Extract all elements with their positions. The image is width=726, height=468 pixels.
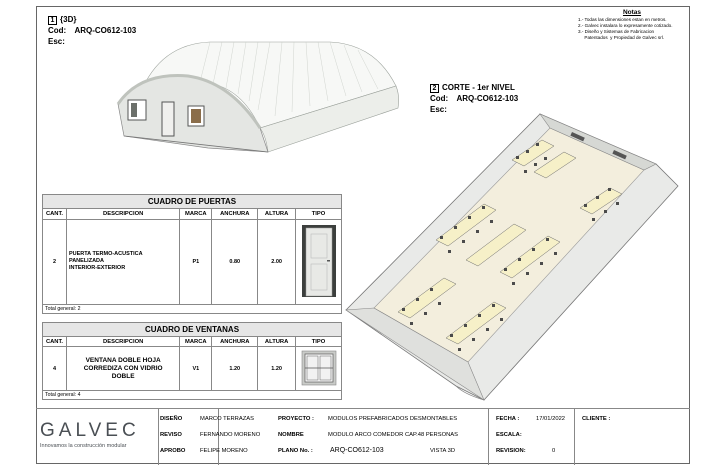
view1-name: {3D} xyxy=(60,15,77,24)
revision-label: REVISION: xyxy=(496,448,526,454)
reviso-label: REVISO xyxy=(160,432,182,438)
doors-total: Total general: 2 xyxy=(43,304,342,313)
view2-number: 2 xyxy=(430,84,439,93)
diseno-label: DISEÑO xyxy=(160,416,183,422)
proyecto-value: MODULOS PREFABRICADOS DESMONTABLES xyxy=(328,416,458,422)
cliente-label: CLIENTE : xyxy=(582,416,611,422)
door-description-line: PANELIZADA xyxy=(68,258,104,265)
fecha-label: FECHA : xyxy=(496,416,520,422)
note-line: 2.- Galvec instalara lo expresamente cotizado. xyxy=(578,23,673,28)
column-header: ALTURA xyxy=(258,209,296,219)
logo-tagline: Innovamos la construcción modular xyxy=(40,443,127,449)
table-row xyxy=(43,219,342,304)
nombre-label: NOMBRE xyxy=(278,432,304,438)
view2-esc-label: Esc: xyxy=(430,105,447,114)
window-marca: V1 xyxy=(180,347,212,391)
reviso-value: FERNANDO MORENO xyxy=(200,432,261,438)
view2-cod-label: Cod: xyxy=(430,94,449,103)
escala-label: ESCALA: xyxy=(496,432,522,438)
doors-schedule-title: CUADRO DE PUERTAS xyxy=(43,195,342,209)
column-header: ANCHURA xyxy=(212,209,258,219)
door-marca: P1 xyxy=(180,219,212,304)
door-altura: 2.00 xyxy=(258,219,296,304)
window-type-image xyxy=(296,347,342,391)
view2-header xyxy=(430,82,518,115)
vista-value: VISTA 3D xyxy=(430,448,456,454)
revision-value: 0 xyxy=(552,448,556,454)
window-description xyxy=(66,347,179,391)
proyecto-label: PROYECTO : xyxy=(278,416,314,422)
window-altura: 1.20 xyxy=(258,347,296,391)
window-description-line: DOBLE xyxy=(111,372,135,380)
aprobo-label: APROBO xyxy=(160,448,186,454)
door-description-line: PUERTA TERMO-ACUSTICA xyxy=(68,251,143,258)
door-type-image xyxy=(296,219,342,304)
nombre-value: MODULO ARCO COMEDOR CAP.48 PERSONAS xyxy=(328,432,459,438)
column-header: ANCHURA xyxy=(212,337,258,347)
door-cant: 2 xyxy=(43,219,67,304)
window-icon xyxy=(301,350,337,386)
plano-label: PLANO No. : xyxy=(278,448,313,454)
door-description xyxy=(66,219,179,304)
column-header: DESCRIPCION xyxy=(66,337,179,347)
column-header: MARCA xyxy=(180,209,212,219)
column-header: TIPO xyxy=(296,337,342,347)
view1-number: 1 xyxy=(48,16,57,25)
view1-esc-label: Esc: xyxy=(48,37,65,46)
note-line: 3.- Diseño y Sistemas de Fabricacion xyxy=(578,29,655,34)
window-description-line: VENTANA DOBLE HOJA xyxy=(85,356,161,364)
view1-cod-label: Cod: xyxy=(48,26,67,35)
windows-schedule-title: CUADRO DE VENTANAS xyxy=(43,323,342,337)
column-header: DESCRIPCION xyxy=(66,209,179,219)
window-anchura: 1.20 xyxy=(212,347,258,391)
doors-schedule xyxy=(42,194,342,314)
diseno-value: MARCO TERRAZAS xyxy=(200,416,255,422)
column-header: CANT. xyxy=(43,209,67,219)
aprobo-value: FELIPE MORENO xyxy=(200,448,248,454)
door-icon xyxy=(301,224,337,298)
door-anchura: 0.80 xyxy=(212,219,258,304)
table-row xyxy=(43,347,342,391)
note-line: Patentados y Propiedad de Galvec srl. xyxy=(578,35,665,40)
column-header: CANT. xyxy=(43,337,67,347)
windows-schedule xyxy=(42,322,342,400)
column-header: MARCA xyxy=(180,337,212,347)
view1-code: ARQ-CO612-103 xyxy=(74,26,137,35)
view2-code: ARQ-CO612-103 xyxy=(456,94,519,103)
window-cant: 4 xyxy=(43,347,67,391)
window-description-line: CORREDIZA CON VIDRIO xyxy=(83,364,163,372)
column-header: TIPO xyxy=(296,209,342,219)
logo-wordmark: GALVEC xyxy=(40,420,140,441)
galvec-logo xyxy=(40,420,158,449)
note-line: 1.- Todas las dimensiones estan en metros. xyxy=(578,17,667,22)
plano-value: ARQ-CO612-103 xyxy=(330,447,384,454)
fecha-value: 17/01/2022 xyxy=(536,416,566,422)
door-description-line: INTERIOR-EXTERIOR xyxy=(68,265,126,272)
windows-total: Total general: 4 xyxy=(43,391,342,400)
floor-plan-section-view xyxy=(344,112,684,408)
notes-title: Notas xyxy=(622,9,642,16)
notes-box xyxy=(578,10,686,41)
column-header: ALTURA xyxy=(258,337,296,347)
view2-name: CORTE - 1er NIVEL xyxy=(442,83,515,92)
